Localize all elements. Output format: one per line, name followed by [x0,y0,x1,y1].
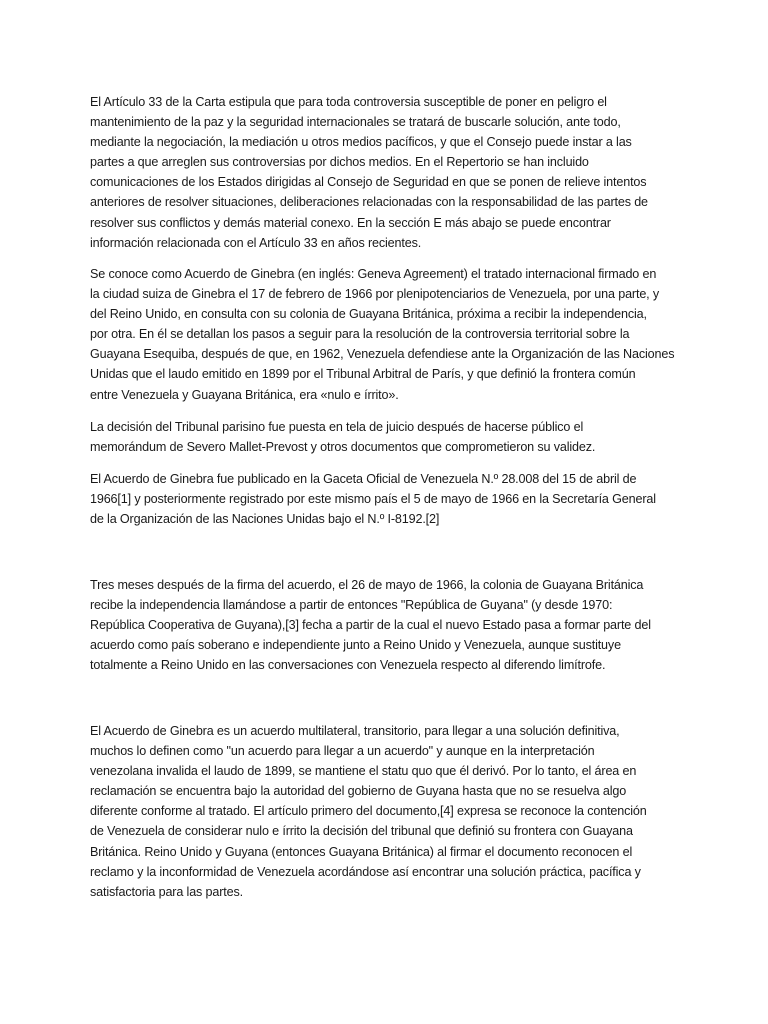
paragraph-decision-tribunal [90,417,682,457]
text-line: reclamo y la inconformidad de Venezuela acordándose así encontrar una solución práctica, pacífica y [90,864,641,879]
text-line: reclamación se encuentra bajo la autoridad del gobierno de Guyana hasta que no se resuelva algo [90,784,627,799]
text-line: venezolana invalida el laudo de 1899, se mantiene el statu quo que él derivó. Por lo tanto, el área en [90,764,637,779]
text-line: comunicaciones de los Estados dirigidas al Consejo de Seguridad en que se ponen de relieve intentos [90,175,647,190]
paragraph-acuerdo-de-ginebra [90,264,682,405]
paragraph-independencia-guyana [90,575,682,675]
paragraph-acuerdo-multilateral [90,721,682,902]
text-line: El Artículo 33 de la Carta estipula que para toda controversia susceptible de poner en peligro el [90,95,607,109]
text-line: Unidas que el laudo emitido en 1899 por el Tribunal Arbitral de París, y que definió la frontera común [90,367,636,382]
text-line: de Venezuela de considerar nulo e írrito la decisión del tribunal que definió su frontera con Guayana [90,824,633,839]
text-line: Británica. Reino Unido y Guyana (entonces Guayana Británica) al firmar el documento reconocen el [90,844,633,859]
text-line: totalmente a Reino Unido en las conversaciones con Venezuela respecto al diferendo limítrofe. [90,658,606,673]
text-line: Guayana Esequiba, después de que, en 1962, Venezuela defendiese ante la Organización de las Naciones [90,347,675,362]
text-line: acuerdo como país soberano e independiente junto a Reino Unido y Venezuela, aunque sustituye [90,638,621,653]
text-line: La decisión del Tribunal parisino fue puesta en tela de juicio después de hacerse público el [90,420,584,434]
text-line: muchos lo definen como "un acuerdo para llegar a un acuerdo" y aunque en la interpretación [90,744,595,759]
text-line: Tres meses después de la firma del acuerdo, el 26 de mayo de 1966, la colonia de Guayana Británica [90,578,644,592]
text-line: anteriores de resolver situaciones, deliberaciones relacionadas con la responsabilidad de las partes de [90,195,648,210]
text-line: diferente conforme al tratado. El artículo primero del documento,[4] expresa se reconoce la contención [90,804,647,819]
text-line: El Acuerdo de Ginebra es un acuerdo multilateral, transitorio, para llegar a una solución definitiva, [90,724,620,738]
text-line: satisfactoria para las partes. [90,884,243,899]
text-line: partes a que arreglen sus controversias por dichos medios. En el Repertorio se han incluido [90,155,589,170]
text-line: El Acuerdo de Ginebra fue publicado en la Gaceta Oficial de Venezuela N.º 28.008 del 15 de abril de [90,472,637,486]
text-line: información relacionada con el Artículo 33 en años recientes. [90,235,422,250]
paragraph-articulo-33 [90,92,682,253]
text-line: resolver sus conflictos y demás material conexo. En la sección E más abajo se puede encontrar [90,215,611,230]
text-line: entre Venezuela y Guayana Británica, era «nulo e írrito». [90,387,399,402]
text-line: República Cooperativa de Guyana),[3] fecha a partir de la cual el nuevo Estado pasa a formar parte del [90,618,651,633]
text-line: 1966[1] y posteriormente registrado por este mismo país el 5 de mayo de 1966 en la Secretaría General [90,492,656,507]
text-line: la ciudad suiza de Ginebra el 17 de febrero de 1966 por plenipotenciarios de Venezuela, por una parte, y [90,287,660,302]
text-line: del Reino Unido, en consulta con su colonia de Guayana Británica, próxima a recibir la independencia, [90,307,647,322]
text-line: mantenimiento de la paz y la seguridad internacionales se tratará de buscarle solución, ante todo, [90,115,621,130]
paragraph-gaceta-oficial [90,469,682,529]
text-line: de la Organización de las Naciones Unidas bajo el N.º I-8192.[2] [90,512,440,527]
text-line: Se conoce como Acuerdo de Ginebra (en inglés: Geneva Agreement) el tratado internacional firmado en [90,267,657,281]
text-line: por otra. En él se detallan los pasos a seguir para la resolución de la controversia territorial sobre la [90,327,630,342]
text-line: mediante la negociación, la mediación u otros medios pacíficos, y que el Consejo puede instar a las [90,135,632,150]
text-line: recibe la independencia llamándose a partir de entonces "República de Guyana" (y desde 1970: [90,598,613,613]
text-line: memorándum de Severo Mallet-Prevost y otros documentos que comprometieron su validez. [90,440,596,455]
